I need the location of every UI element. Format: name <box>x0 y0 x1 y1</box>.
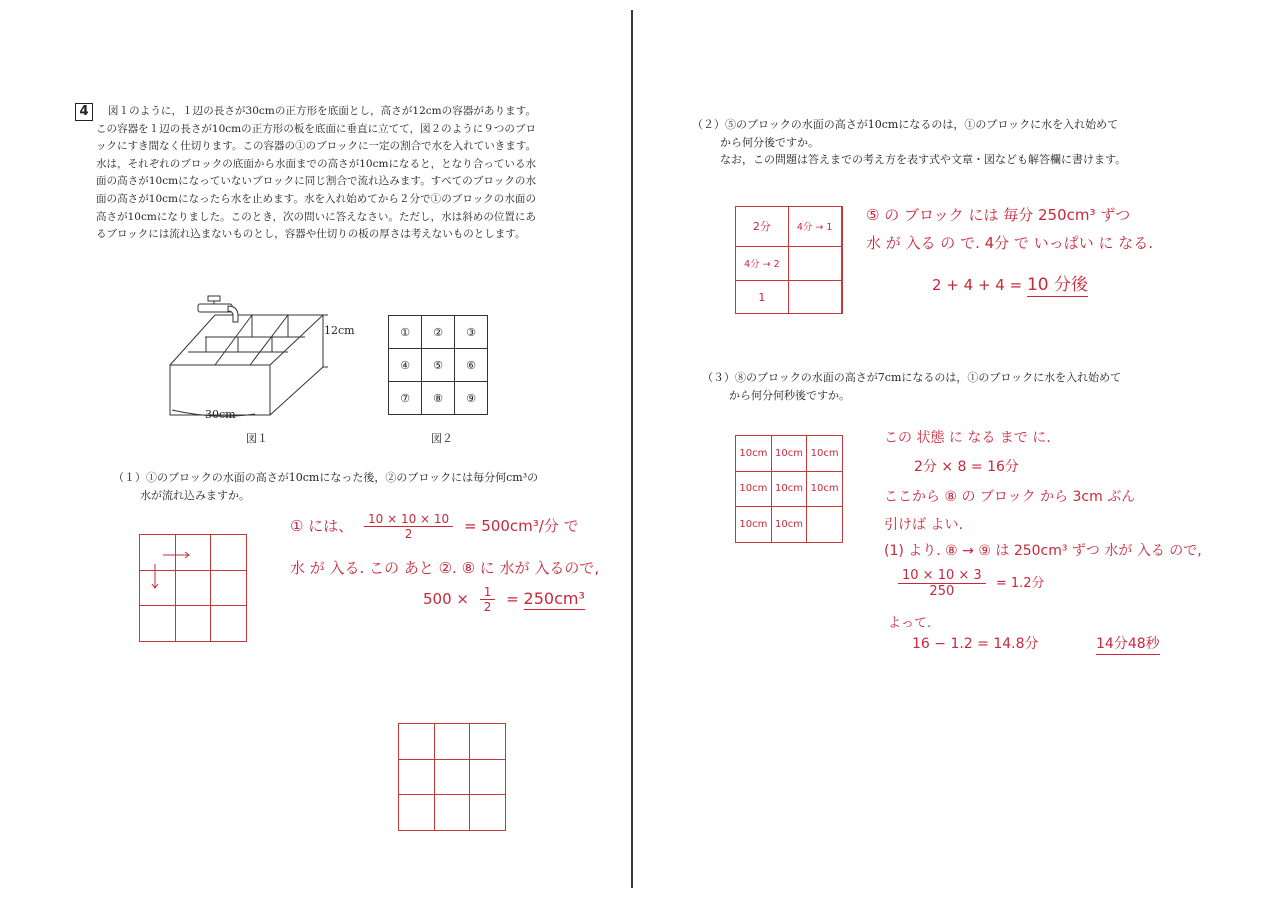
question-2-answer-grid <box>735 206 843 314</box>
question-3-line2: から何分何秒後ですか。 <box>729 388 850 402</box>
question-3-answer-grid <box>735 435 843 543</box>
problem-number-badge: 4 <box>75 103 93 121</box>
question-3-grid-cell: 10cm <box>807 436 843 472</box>
figure-1-container-drawing <box>160 292 360 427</box>
question-3-grid-cell: 10cm <box>771 471 807 507</box>
question-2-answer: 10 分後 <box>1026 275 1089 295</box>
question-3-grid-cell: 10cm <box>736 471 772 507</box>
question-2-grid-cell <box>788 281 841 314</box>
question-1-flow-arrows <box>139 534 247 642</box>
left-page <box>0 0 632 905</box>
figure-2-cell: ① <box>389 316 422 349</box>
question-3-work-fraction: $\frac{10 \times 10 \times 3}{250}$ = 1.2分 <box>898 568 1045 599</box>
question-1-work-line1: ① には、 $\frac{10 \times 10 \times 10}{2}$ = 500cm³/分 で <box>290 512 579 541</box>
figure-1-caption: 図１ <box>246 432 268 445</box>
figure-2-cell: ⑧ <box>422 382 455 415</box>
question-3-work-line7: 16 − 1.2 = 14.8分 <box>912 636 1039 652</box>
question-3-grid-cell <box>807 507 843 543</box>
question-2-grid-cell: 4分 → 2 <box>736 246 789 281</box>
figure-2-block-grid <box>388 315 488 415</box>
question-2-work-line3: 2 + 4 + 4 = 10 分後 <box>932 275 1089 295</box>
figure-2-cell: ⑤ <box>422 349 455 382</box>
figure-1-width-label: 30cm <box>205 408 236 421</box>
question-3-work-line4: 引けば よい. <box>884 517 963 533</box>
question-2-line2: から何分後ですか。 <box>720 135 819 149</box>
question-3-grid-cell: 10cm <box>807 471 843 507</box>
question-2-text <box>692 116 1126 169</box>
question-3-work-line5: (1) より. ⑧ → ⑨ は 250cm³ ずつ 水が 入る ので, <box>884 543 1202 559</box>
question-3-text <box>702 369 1121 404</box>
question-3-work-line3: ここから ⑧ の ブロック から 3cm ぶん <box>884 489 1136 505</box>
figure-1-height-label: 12cm <box>324 324 355 337</box>
question-3-work-line1: この 状態 に なる まで に. <box>884 430 1051 446</box>
figure-2-caption: 図２ <box>431 432 453 445</box>
question-3-work-line2: 2分 × 8 = 16分 <box>914 459 1019 475</box>
question-1-text <box>113 469 538 504</box>
question-2-line3: なお，この問題は答えまでの考え方を表す式や文章・図なども解答欄に書けます。 <box>720 153 1127 166</box>
page-divider <box>631 10 633 888</box>
question-2-work-line1: ⑤ の ブロック には 毎分 250cm³ ずつ <box>866 206 1131 224</box>
question-2-work-line2: 水 が 入る の で. 4分 で いっぱい に なる. <box>866 234 1153 252</box>
question-1-work-line2: 水 が 入る. この あと ②. ⑧ に 水が 入るので, <box>290 559 600 577</box>
question-2-grid-cell <box>788 246 841 281</box>
question-3-grid-cell: 10cm <box>736 507 772 543</box>
figure-2-cell: ⑦ <box>389 382 422 415</box>
figure-2-cell: ③ <box>455 316 488 349</box>
question-3-work-line6: よって. <box>888 616 932 631</box>
question-1-fraction: $\frac{10 \times 10 \times 10}{2}$ <box>364 512 453 541</box>
figure-2-cell: ⑥ <box>455 349 488 382</box>
question-3-grid-cell: 10cm <box>771 436 807 472</box>
figure-2-cell: ⑨ <box>455 382 488 415</box>
right-page <box>634 0 1280 905</box>
question-2-grid-cell: 1 <box>736 281 789 314</box>
question-2-grid-cell: 2分 <box>736 207 789 247</box>
question-2-grid-cell <box>841 207 842 247</box>
question-3-grid-cell: 10cm <box>771 507 807 543</box>
question-1-line2: 水が流れ込みますか。 <box>140 488 250 502</box>
figure-2-cell: ④ <box>389 349 422 382</box>
blank-answer-grid <box>398 723 506 831</box>
question-1-work-line3: 500 × $\frac{1}{2}$ = 250cm³ <box>423 585 585 614</box>
question-1-line1: （１）①のブロックの水面の高さが10cmになった後，②のブロックには毎分何cm³の <box>113 471 539 484</box>
question-2-line1: （２）⑤のブロックの水面の高さが10cmになるのは，①のブロックに水を入れ始めて <box>692 118 1119 131</box>
figure-2-cell: ② <box>422 316 455 349</box>
question-3-line1: （３）⑧のブロックの水面の高さが7cmになるのは，①のブロックに水を入れ始めて <box>702 371 1122 384</box>
question-1-answer: 250cm³ <box>523 589 585 608</box>
question-3-answer: 14分48秒 <box>1096 633 1160 655</box>
question-3-grid-cell: 10cm <box>736 436 772 472</box>
problem-statement: 図１のように，１辺の長さが30cmの正方形を底面とし，高さが12cmの容器があります。この容器を１辺の長さが10cmの正方形の板を底面に垂直に立てて，図２のように９つのブロックにすき間なく仕切ります。この容器の①のブロックに一定の割合で水を入れていきます。水は，それぞれのブロックの底面から水面までの高さが10cmになると，となり合っている水面の高さが10cmになっていないブロックに同じ割合で流れ込みます。すべてのブロックの水面の高さが10cmになったら水を止めます。水を入れ始めてから２分で①のブロックの水面の高さが10cmになりました。このとき，次の問いに答えなさい。ただし，水は斜めの位置にあるブロックには流れ込まないものとし，容器や仕切りの板の厚さは考えないものとします。 <box>96 105 536 241</box>
question-2-grid-cell: 4分 → 1 <box>788 207 841 247</box>
question-2-grid-cell <box>841 246 842 281</box>
question-2-grid-cell <box>841 281 842 314</box>
